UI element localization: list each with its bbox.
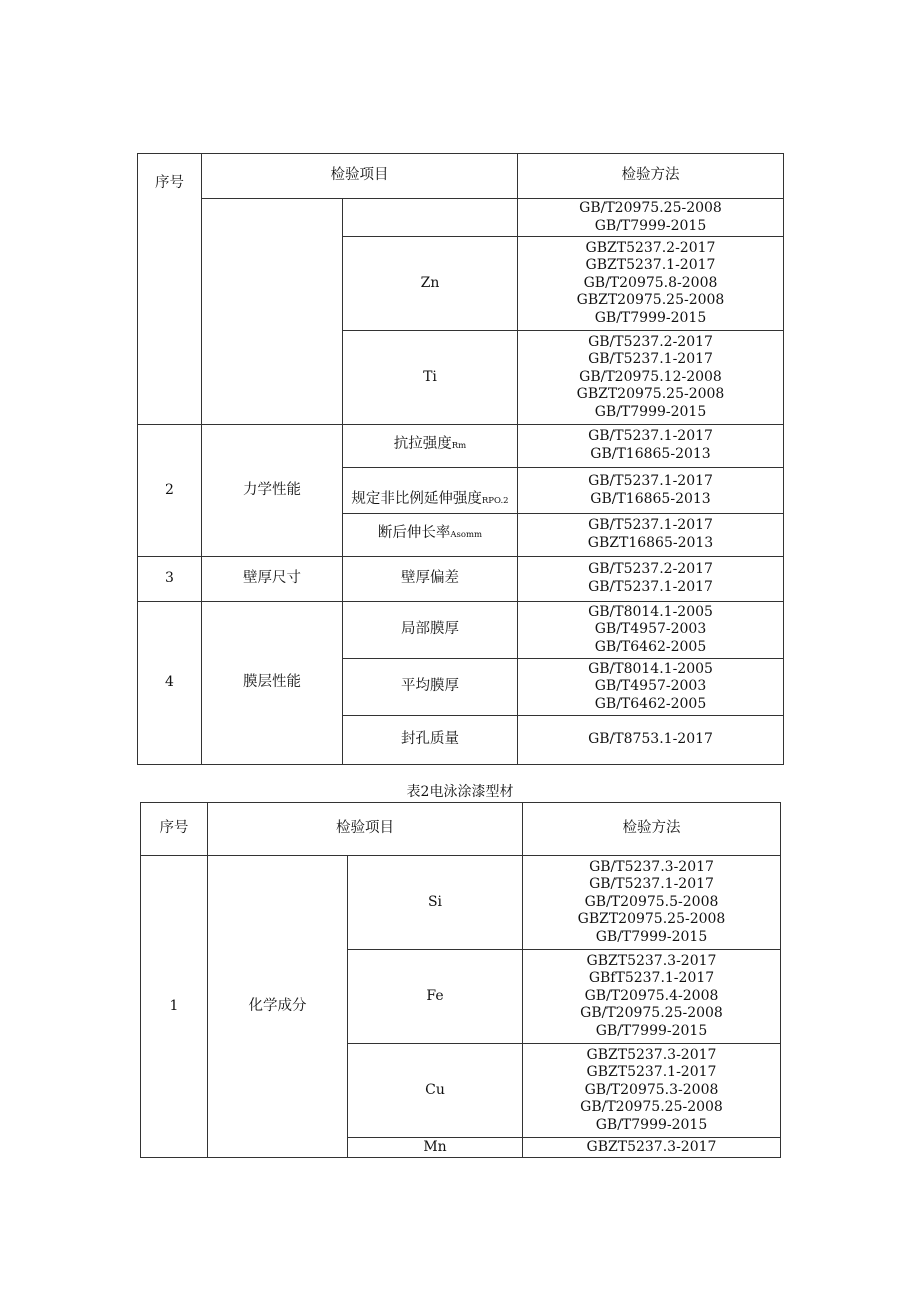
header-no: 序号 (138, 154, 202, 425)
group-no-cell: 1 (141, 856, 208, 1158)
table-row (138, 425, 784, 468)
sub-item-cell: 平均膜厚 (343, 659, 518, 716)
header-method: 检验方法 (518, 154, 784, 199)
header-no: 序号 (141, 803, 208, 856)
method-cell: GBZT5237.3-2017 (523, 1138, 781, 1158)
method-cell: GB/T5237.2-2017 GB/T5237.1-2017 GB/T20975.12-2008 GBZT20975.25-2008 GB/T7999-2015 (518, 331, 784, 425)
method-cell: GB/T5237.2-2017 GB/T5237.1-2017 (518, 557, 784, 602)
inspection-table-2 (140, 802, 781, 1158)
table-row (138, 602, 784, 659)
group-name-cell: 壁厚尺寸 (202, 557, 343, 602)
group-no-cell: 2 (138, 425, 202, 557)
method-cell: GB/T5237.1-2017 GB/T16865-2013 (518, 468, 784, 514)
header-item: 检验项目 (202, 154, 518, 199)
method-cell: GB/T5237.1-2017 GBZT16865-2013 (518, 514, 784, 557)
table-row (141, 856, 781, 950)
table-header-row (138, 154, 784, 199)
sub-item-cell: 局部膜厚 (343, 602, 518, 659)
table-header-row (141, 803, 781, 856)
sub-item-cell: 封孔质量 (343, 716, 518, 765)
sub-item-cell: 壁厚偏差 (343, 557, 518, 602)
sub-item-cell: Zn (343, 237, 518, 331)
method-cell: GB/T20975.25-2008 GB/T7999-2015 (518, 199, 784, 237)
sub-item-cell: Mn (348, 1138, 523, 1158)
sub-item-cell: Cu (348, 1044, 523, 1138)
table-row (138, 199, 784, 237)
sub-item-cell: Ti (343, 331, 518, 425)
table-2-caption: 表2电泳涂漆型材 (406, 784, 514, 800)
group-name-cell: 力学性能 (202, 425, 343, 557)
method-cell: GBZT5237.2-2017 GBZT5237.1-2017 GB/T20975.8-2008 GBZT20975.25-2008 GB/T7999-2015 (518, 237, 784, 331)
method-cell: GB/T5237.1-2017 GB/T16865-2013 (518, 425, 784, 468)
method-cell: GB/T8014.1-2005 GB/T4957-2003 GB/T6462-2005 (518, 602, 784, 659)
group-no-cell: 3 (138, 557, 202, 602)
table-row (138, 557, 784, 602)
sub-item-cell (343, 199, 518, 237)
method-cell: GBZT5237.3-2017 GBfT5237.1-2017 GB/T20975.4-2008 GB/T20975.25-2008 GB/T7999-2015 (523, 950, 781, 1044)
sub-item-cell: Fe (348, 950, 523, 1044)
group-name-cell: 膜层性能 (202, 602, 343, 765)
sub-item-cell: 规定非比例延伸强度RPO.2 (343, 468, 518, 514)
group-name-cell: 化学成分 (208, 856, 348, 1158)
sub-item-cell: 抗拉强度Rm (343, 425, 518, 468)
method-cell: GB/T5237.3-2017 GB/T5237.1-2017 GB/T20975.5-2008 GBZT20975.25-2008 GB/T7999-2015 (523, 856, 781, 950)
method-cell: GBZT5237.3-2017 GBZT5237.1-2017 GB/T20975.3-2008 GB/T20975.25-2008 GB/T7999-2015 (523, 1044, 781, 1138)
method-cell: GB/T8753.1-2017 (518, 716, 784, 765)
header-method: 检验方法 (523, 803, 781, 856)
inspection-table-1 (137, 153, 784, 765)
item-cell-blank (202, 199, 343, 425)
sub-item-cell: Si (348, 856, 523, 950)
method-cell: GB/T8014.1-2005 GB/T4957-2003 GB/T6462-2005 (518, 659, 784, 716)
group-no-cell: 4 (138, 602, 202, 765)
header-item: 检验项目 (208, 803, 523, 856)
sub-item-cell: 断后伸长率Asomm (343, 514, 518, 557)
